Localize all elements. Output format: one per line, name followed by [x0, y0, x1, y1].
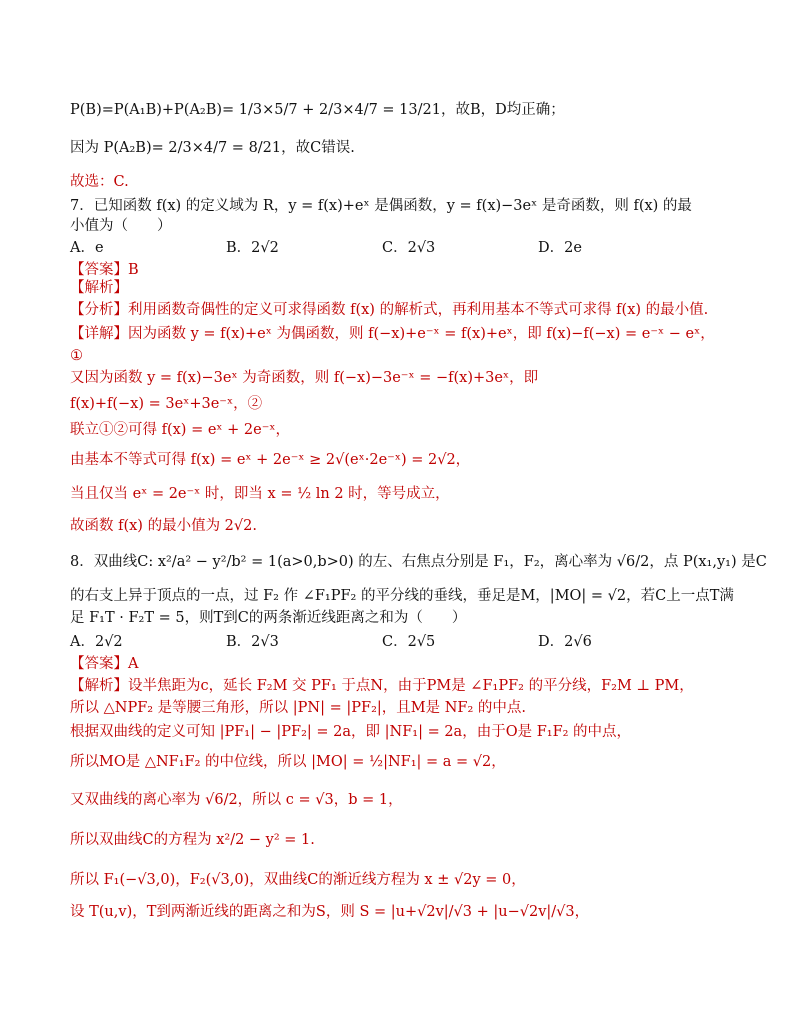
- q7-option-b: B．2√2: [226, 240, 279, 256]
- text-line-l14: 联立①②可得 f(x) = eˣ + 2e⁻ˣ，: [70, 422, 291, 438]
- text-line-l08: 【解析】: [70, 280, 128, 296]
- text-line-l28: 所以双曲线C的方程为 x²/2 − y² = 1.: [70, 832, 315, 848]
- text-line-l10: 【详解】因为函数 y = f(x)+eˣ 为偶函数，则 f(−x)+e⁻ˣ = f(x)+eˣ，即 f(x)−f(−x) = e⁻ˣ − eˣ，: [70, 326, 715, 342]
- q8-options: [70, 632, 754, 652]
- text-line-l07: 【答案】B: [70, 262, 139, 278]
- text-line-l27: 又双曲线的离心率为 √6/2，所以 c = √3，b = 1，: [70, 792, 403, 808]
- q8-option-a: A．2√2: [70, 634, 123, 650]
- q7-option-d: D．2e: [538, 240, 582, 256]
- text-line-l15: 由基本不等式可得 f(x) = eˣ + 2e⁻ˣ ≥ 2√(eˣ·2e⁻ˣ) = 2√2，: [70, 452, 471, 468]
- text-line-l17: 故函数 f(x) 的最小值为 2√2.: [70, 518, 257, 534]
- q7-option-a: A．e: [70, 240, 104, 256]
- text-line-l20: 足 F₁T · F₂T = 5，则T到C的两条渐近线距离之和为（ ）: [70, 610, 467, 626]
- text-line-l05: 小值为（ ）: [70, 218, 172, 234]
- text-line-l29: 所以 F₁(−√3,0)，F₂(√3,0)，双曲线C的渐近线方程为 x ± √2y = 0，: [70, 872, 526, 888]
- text-line-l22: 【答案】A: [70, 656, 139, 672]
- text-line-l02: 因为 P(A₂B)= 2/3×4/7 = 8/21，故C错误.: [70, 140, 355, 156]
- text-line-l12: 又因为函数 y = f(x)−3eˣ 为奇函数，则 f(−x)−3e⁻ˣ = −f(x)+3eˣ，即: [70, 370, 539, 386]
- text-line-l03: 故选：C.: [70, 174, 129, 190]
- text-line-l01: P(B)=P(A₁B)+P(A₂B)= 1/3×5/7 + 2/3×4/7 = 13/21，故B，D均正确；: [70, 102, 565, 118]
- text-line-l30: 设 T(u,v)，T到两渐近线的距离之和为S，则 S = |u+√2v|/√3 + |u−√2v|/√3，: [70, 904, 590, 920]
- q8-option-b: B．2√3: [226, 634, 279, 650]
- text-line-l24: 所以 △NPF₂ 是等腰三角形，所以 |PN| = |PF₂|，且M是 NF₂ 的中点.: [70, 700, 527, 716]
- q7-options: [70, 238, 754, 258]
- text-line-l13: f(x)+f(−x) = 3eˣ+3e⁻ˣ，②: [70, 396, 263, 412]
- text-line-l26: 所以MO是 △NF₁F₂ 的中位线，所以 |MO| = ½|NF₁| = a = √2，: [70, 754, 506, 770]
- q8-option-d: D．2√6: [538, 634, 592, 650]
- q7-option-c: C．2√3: [382, 240, 436, 256]
- text-line-l09: 【分析】利用函数奇偶性的定义可求得函数 f(x) 的解析式，再利用基本不等式可求得 f(x) 的最小值.: [70, 302, 709, 318]
- text-line-l16: 当且仅当 eˣ = 2e⁻ˣ 时，即当 x = ½ ln 2 时，等号成立，: [70, 486, 450, 502]
- text-line-l18: 8．双曲线C: x²/a² − y²/b² = 1(a>0,b>0) 的左、右焦点分别是 F₁，F₂，离心率为 √6/2，点 P(x₁,y₁) 是C: [70, 554, 767, 570]
- text-line-l25: 根据双曲线的定义可知 |PF₁| − |PF₂| = 2a，即 |NF₁| = 2a，由于O是 F₁F₂ 的中点，: [70, 724, 632, 740]
- text-line-l04: 7．已知函数 f(x) 的定义域为 R，y = f(x)+eˣ 是偶函数，y = f(x)−3eˣ 是奇函数，则 f(x) 的最: [70, 198, 692, 214]
- q8-option-c: C．2√5: [382, 634, 436, 650]
- text-line-l19: 的右支上异于顶点的一点，过 F₂ 作 ∠F₁PF₂ 的平分线的垂线，垂足是M，|MO| = √2，若C上一点T满: [70, 588, 734, 604]
- text-line-l23: 【解析】设半焦距为c，延长 F₂M 交 PF₁ 于点N，由于PM是 ∠F₁PF₂ 的平分线，F₂M ⊥ PM，: [70, 678, 694, 694]
- text-line-l11: ①: [70, 348, 83, 364]
